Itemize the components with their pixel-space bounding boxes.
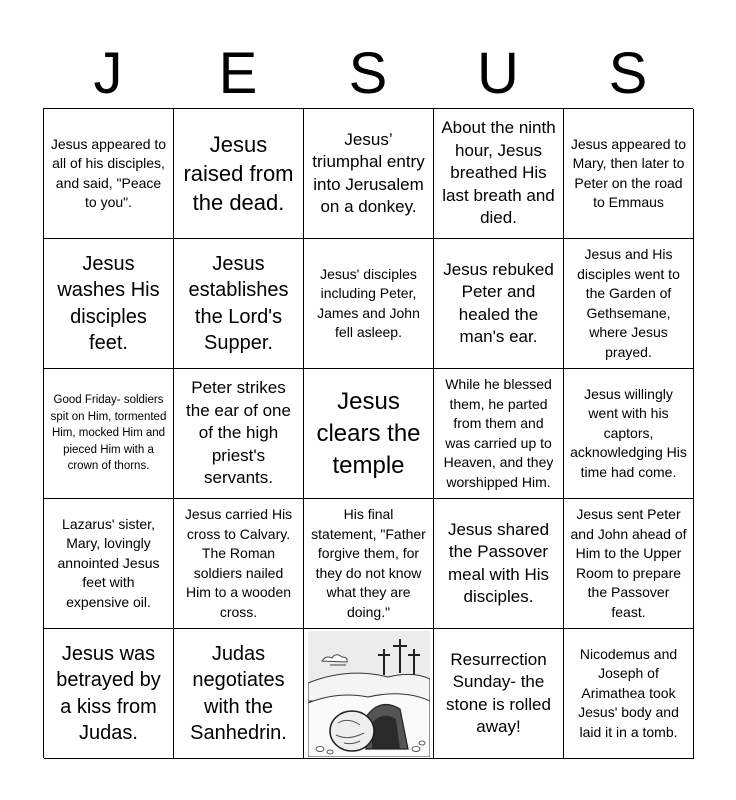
bingo-cell[interactable] bbox=[44, 499, 174, 629]
header-letter-j: J bbox=[93, 41, 123, 106]
cell-text: Jesus shared the Passover meal with His disciples. bbox=[447, 519, 550, 606]
cell-text: Good Friday- soldiers spit on Him, tormented Him, mocked Him and pieced Him with a crown of thorns. bbox=[50, 394, 167, 473]
bingo-cell[interactable] bbox=[564, 369, 694, 499]
bingo-cell[interactable] bbox=[434, 369, 564, 499]
cell-text: Jesus carried His cross to Calvary. The Roman soldiers nailed Him to a wooden cross. bbox=[184, 506, 293, 620]
cell-text: Peter strikes the ear of one of the high priest's servants. bbox=[186, 378, 291, 488]
header-letter-s-end: S bbox=[608, 41, 648, 106]
bingo-cell[interactable] bbox=[44, 109, 174, 239]
cell-text: Jesus' disciples including Peter, James and John fell asleep. bbox=[317, 265, 420, 340]
cell-text: Resurrection Sunday- the stone is rolled away! bbox=[446, 649, 551, 736]
bingo-cell[interactable] bbox=[174, 499, 304, 629]
cell-text: Jesus’ triumphal entry into Jerusalem on a donkey. bbox=[312, 129, 425, 216]
bingo-cell[interactable] bbox=[434, 499, 564, 629]
bingo-grid bbox=[43, 108, 693, 758]
bingo-header bbox=[43, 40, 693, 108]
cell-text: Jesus and His disciples went to the Garden of Gethsemane, where Jesus prayed. bbox=[577, 246, 680, 360]
cell-text: Jesus clears the temple bbox=[316, 387, 421, 479]
cell-text: Jesus was betrayed by a kiss from Judas. bbox=[56, 642, 161, 744]
cell-text: Jesus establishes the Lord's Supper. bbox=[188, 252, 289, 354]
cell-text: Jesus raised from the dead. bbox=[183, 132, 294, 215]
cell-text: Lazarus' sister, Mary, lovingly annointed Jesus feet with expensive oil. bbox=[57, 515, 160, 610]
bingo-cell[interactable] bbox=[44, 239, 174, 369]
bingo-cell[interactable] bbox=[174, 369, 304, 499]
empty-tomb-and-crosses-illustration bbox=[308, 631, 430, 757]
cell-text: His final statement, "Father forgive them, for they do not know what they are doing." bbox=[311, 506, 426, 620]
bingo-cell[interactable] bbox=[304, 499, 434, 629]
bingo-cell[interactable] bbox=[174, 239, 304, 369]
bingo-cell[interactable] bbox=[304, 239, 434, 369]
header-letter-s: S bbox=[348, 41, 388, 106]
cell-text: Jesus appeared to Mary, then later to Peter on the road to Emmaus bbox=[570, 135, 687, 210]
header-letter-e: E bbox=[218, 41, 258, 106]
bingo-cell[interactable] bbox=[44, 629, 174, 759]
cell-text: Jesus appeared to all of his disciples, and said, "Peace to you". bbox=[50, 135, 167, 210]
cell-text: Judas negotiates with the Sanhedrin. bbox=[190, 642, 287, 744]
cell-text: Jesus willingly went with his captors, acknowledging His time had come. bbox=[570, 385, 687, 480]
bingo-cell[interactable] bbox=[434, 239, 564, 369]
bingo-cell[interactable] bbox=[434, 109, 564, 239]
bingo-cell[interactable] bbox=[304, 109, 434, 239]
cell-text: Jesus washes His disciples feet. bbox=[57, 252, 160, 354]
cell-text: Jesus sent Peter and John ahead of Him to the Upper Room to prepare the Passover feast. bbox=[570, 506, 687, 620]
cell-text: While he blessed them, he parted from them and was carried up to Heaven, and they worshipped Him. bbox=[443, 376, 554, 490]
bingo-cell[interactable] bbox=[174, 629, 304, 759]
bingo-cell[interactable] bbox=[564, 629, 694, 759]
bingo-cell[interactable] bbox=[44, 369, 174, 499]
cell-text: Nicodemus and Joseph of Arimathea took Jesus' body and laid it in a tomb. bbox=[578, 645, 679, 740]
bingo-cell[interactable] bbox=[564, 109, 694, 239]
bingo-cell-free-picture[interactable] bbox=[304, 629, 434, 759]
bingo-cell[interactable] bbox=[174, 109, 304, 239]
bingo-cell[interactable] bbox=[434, 629, 564, 759]
header-letter-u: U bbox=[477, 41, 519, 106]
bingo-cell[interactable] bbox=[304, 369, 434, 499]
bingo-cell[interactable] bbox=[564, 499, 694, 629]
cell-text: Jesus rebuked Peter and healed the man's ear. bbox=[443, 259, 554, 346]
cell-text: About the ninth hour, Jesus breathed His last breath and died. bbox=[441, 118, 556, 228]
bingo-cell[interactable] bbox=[564, 239, 694, 369]
